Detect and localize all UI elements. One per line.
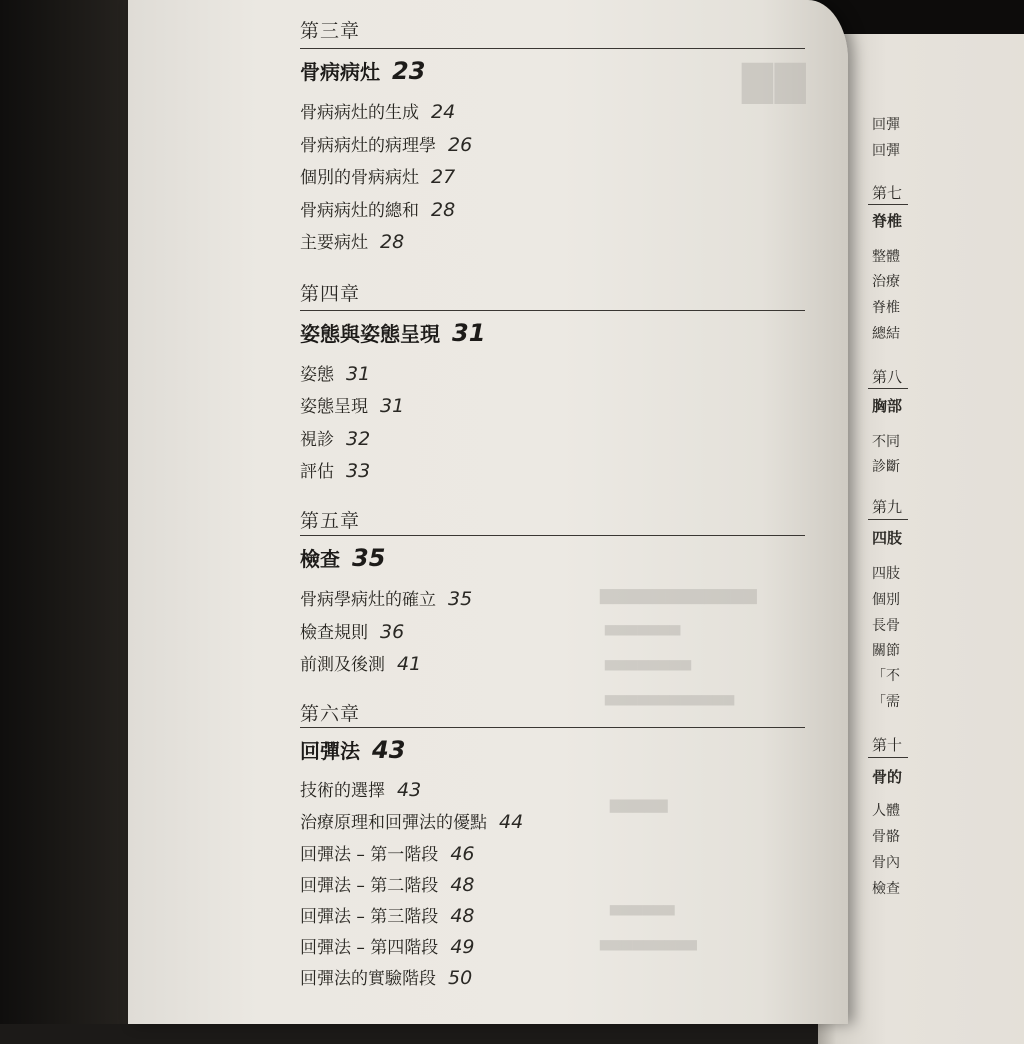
bleed-through-line: ▅▅▅▅▅▅ [610,900,675,916]
toc-entry [300,871,475,896]
chapter-title-text: 姿態與姿態呈現 [300,322,440,346]
entry-text: 回彈法 – 第一階段 [300,845,439,865]
entry-text: 前測及後測 [300,655,385,675]
entry-text: 回彈法的實驗階段 [300,969,436,989]
right-page-entry: 回彈 [872,117,900,133]
chapter-title [300,735,405,764]
entry-page: 31 [380,395,405,417]
toc-entry [300,360,370,385]
chapter-3 [300,20,473,253]
right-page-entry: 脊椎 [872,300,900,316]
entry-text: 回彈法 – 第三階段 [300,907,439,927]
entry-page: 49 [450,936,475,958]
chapter-title [300,56,425,85]
entry-page: 46 [450,843,475,865]
right-page-entry: 四肢 [872,566,900,582]
right-page-entry: 長骨 [872,618,900,634]
chapter-4 [300,283,486,482]
right-page-entry: 診斷 [872,459,900,475]
right-page-entry: 骨內 [872,855,900,871]
toc-entry [300,840,475,865]
right-page-chapter-title: 胸部 [872,397,903,415]
entry-page: 33 [346,460,371,482]
toc-entry [300,964,472,989]
toc-entry [300,98,455,123]
chapter-page-number: 43 [372,736,406,764]
entry-page: 24 [431,101,456,123]
bleed-through-line: ▅▅▅▅▅▅▅▅▅▅▅▅ [605,690,735,706]
chapter-title-text: 骨病病灶 [300,60,380,84]
chapter-rule [300,48,805,49]
right-page-entry: 治療 [872,274,900,290]
chapter-6 [300,703,524,989]
entry-page: 27 [431,166,456,188]
entry-page: 32 [346,428,371,450]
bleed-through-line: ▆▆▆▆▆▆▆▆▆▆▆▆ [600,585,757,605]
right-page-entry: 關節 [872,643,900,659]
background-left [0,0,132,1024]
entry-text: 骨病病灶的生成 [300,103,419,123]
right-page-chapter-title: 四肢 [872,529,903,547]
entry-text: 治療原理和回彈法的優點 [300,813,487,833]
toc-entry [300,131,472,156]
entry-text: 骨病病灶的病理學 [300,136,436,156]
chapter-title-text: 回彈法 [300,739,360,763]
right-page-entry: 骨骼 [872,829,900,845]
entry-page: 48 [450,874,475,896]
right-page-rule [868,204,908,205]
chapter-title [300,543,385,572]
entry-page: 48 [450,905,475,927]
right-page-entry: 「需 [872,694,900,710]
right-page-chapter-label: 第七 [872,184,903,202]
chapter-5 [300,510,473,675]
entry-page: 28 [431,199,456,221]
right-page-chapter-label: 第十 [872,736,903,754]
right-page-entry: 人體 [872,803,900,819]
bleed-through-line: ▅▅▅▅▅▅▅▅▅ [600,935,697,951]
right-page-entry: 檢查 [872,881,900,897]
toc-entry [300,163,455,188]
right-page-entry: 總結 [872,326,900,342]
chapter-page-number: 35 [352,544,386,572]
right-page-rule [868,757,908,758]
right-page-rule [868,519,908,520]
chapter-page-number: 31 [452,319,486,347]
entry-page: 26 [448,134,473,156]
entry-text: 姿態呈現 [300,397,368,417]
entry-page: 35 [448,588,473,610]
toc-entry [300,650,421,675]
bleed-through-line: ▆▆▆▆▆ [610,795,668,813]
entry-text: 技術的選擇 [300,781,385,801]
chapter-rule [300,727,805,728]
entry-text: 主要病灶 [300,233,368,253]
right-page-rule [868,388,908,389]
right-page-entry: 不同 [872,434,900,450]
chapter-title [300,318,485,347]
entry-page: 41 [397,653,422,675]
entry-text: 個別的骨病病灶 [300,168,419,188]
entry-text: 檢查規則 [300,623,368,643]
right-page-entry: 個別 [872,592,900,608]
chapter-rule [300,535,805,536]
chapter-rule [300,310,805,311]
bleed-through-line: ▅▅▅▅▅▅▅▅ [605,655,692,671]
right-page [818,34,1024,1044]
toc-entry [300,776,421,801]
toc-entry [300,902,475,927]
entry-page: 36 [380,621,405,643]
chapter-page-number: 23 [392,57,426,85]
bleed-through-heading: ▇▇ [740,58,806,104]
entry-text: 評估 [300,462,334,482]
toc-entry [300,618,404,643]
chapter-label: 第六章 [300,703,361,725]
entry-text: 骨病學病灶的確立 [300,590,436,610]
entry-page: 50 [448,967,473,989]
entry-text: 骨病病灶的總和 [300,201,419,221]
chapter-label: 第五章 [300,510,361,532]
toc-entry [300,933,475,958]
left-page [128,0,848,1024]
entry-text: 視診 [300,430,334,450]
entry-page: 31 [346,363,371,385]
toc-entry [300,228,404,253]
entry-page: 28 [380,231,405,253]
toc-entry [300,425,370,450]
entry-text: 回彈法 – 第四階段 [300,938,439,958]
right-page-entry: 整體 [872,249,900,265]
entry-page: 44 [499,811,524,833]
bleed-through-line: ▅▅▅▅▅▅▅ [605,620,681,636]
toc-entry [300,392,404,417]
chapter-title-text: 檢查 [300,547,340,571]
chapter-label: 第三章 [300,20,361,42]
right-page-chapter-label: 第九 [872,498,903,516]
entry-text: 姿態 [300,365,334,385]
right-page-chapter-title: 骨的 [872,768,903,786]
entry-text: 回彈法 – 第二階段 [300,876,439,896]
toc-entry [300,808,523,833]
toc-entry [300,196,455,221]
right-page-entry: 「不 [872,668,900,684]
right-page-chapter-label: 第八 [872,368,903,386]
chapter-label: 第四章 [300,283,361,305]
toc-entry [300,585,472,610]
right-page-chapter-title: 脊椎 [872,212,903,230]
entry-page: 43 [397,779,422,801]
toc-entry [300,457,370,482]
right-page-entry: 回彈 [872,143,900,159]
